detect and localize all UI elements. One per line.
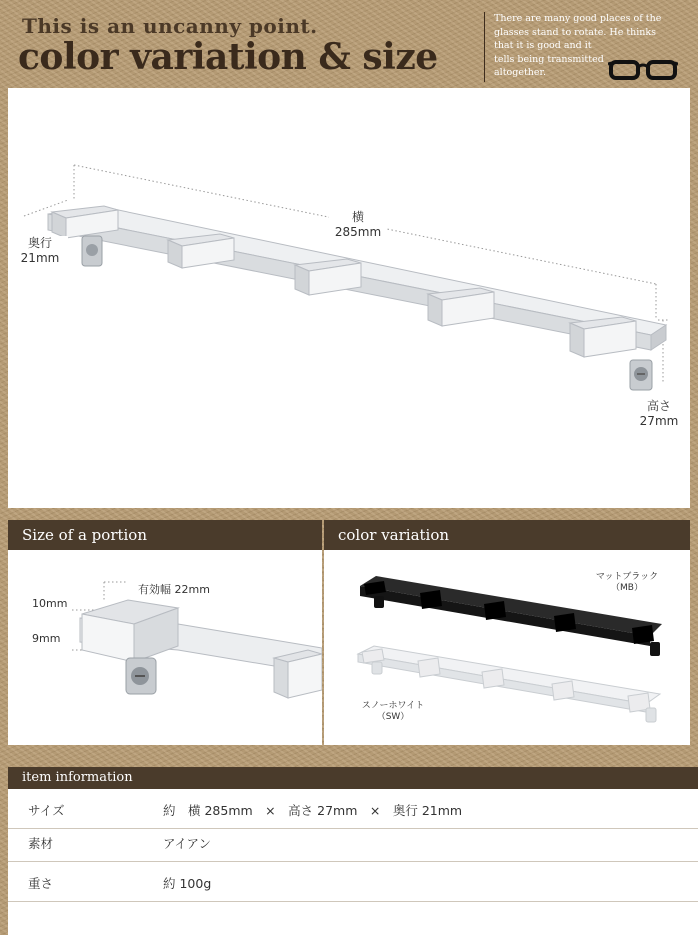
black-variation-name: マットブラック	[595, 572, 659, 582]
info-value: 約 横 285mm × 高さ 27mm × 奥行 21mm	[163, 803, 463, 818]
height-label-text: 高さ	[646, 399, 671, 413]
height-value-text: 27mm	[639, 414, 679, 428]
info-key: サイズ	[28, 803, 65, 818]
width-label-text: 横	[351, 210, 364, 224]
info-key: 重さ	[28, 876, 54, 891]
info-key: 素材	[28, 836, 54, 851]
info-value: 約 100g	[163, 876, 212, 891]
product-image-panel	[8, 88, 690, 508]
header-tagline: This is an uncanny point.	[22, 14, 318, 38]
portion-panel	[8, 550, 322, 745]
variation-section-heading: color variation	[324, 520, 690, 550]
width-dimension-label	[329, 210, 387, 240]
portion-10mm-label: 10mm	[32, 597, 68, 610]
header-note-line: There are many good places of the	[494, 13, 662, 24]
white-variation-code: （SW）	[376, 712, 410, 722]
header-divider	[484, 12, 485, 82]
height-dimension-label	[630, 399, 688, 429]
portion-closeup-image	[8, 550, 322, 745]
white-variation-label	[352, 701, 434, 723]
white-variation-name: スノーホワイト	[361, 701, 425, 711]
info-row-weight	[8, 862, 698, 902]
header-title: color variation & size	[18, 36, 438, 78]
info-value: アイアン	[163, 836, 212, 851]
item-information-table	[8, 789, 698, 935]
effective-width-label: 有効幅 22mm	[138, 583, 210, 596]
item-information-heading: item information	[8, 767, 698, 789]
header-note-line: altogether.	[494, 67, 547, 78]
header-note-line: that it is good and it	[494, 40, 592, 51]
depth-dimension-label	[12, 236, 68, 266]
black-variation-code: （MB）	[611, 583, 643, 593]
glasses-icon	[608, 58, 678, 82]
info-row-material	[8, 822, 698, 862]
portion-9mm-label: 9mm	[32, 632, 61, 645]
header-note-line: glasses stand to rotate. He thinks	[494, 26, 657, 38]
variation-panel	[324, 550, 690, 745]
header-note-line: tells being transmitted	[494, 53, 604, 65]
portion-section-heading: Size of a portion	[8, 520, 322, 550]
header	[0, 0, 698, 86]
black-variation-label	[586, 572, 668, 594]
product-rack-image	[8, 88, 690, 508]
depth-value-text: 21mm	[20, 251, 60, 265]
depth-label-text: 奥行	[27, 236, 52, 250]
width-value-text: 285mm	[334, 225, 382, 239]
